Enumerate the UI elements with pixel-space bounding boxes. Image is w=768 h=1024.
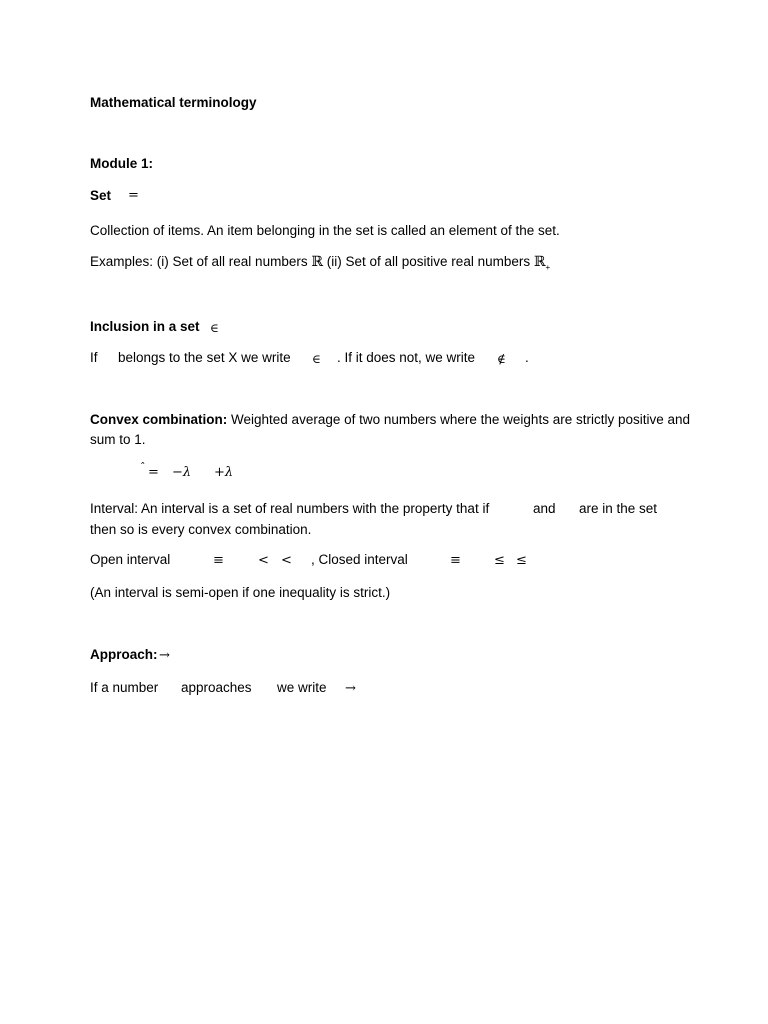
document-title: Mathematical terminology — [90, 95, 257, 110]
interval-definition-and: and — [533, 501, 556, 516]
approach-heading: Approach: — [90, 647, 158, 662]
inclusion-if: If — [90, 350, 98, 365]
approach-sentence-start: If a number — [90, 680, 159, 695]
set-equals-symbol: = — [128, 188, 139, 203]
convex-definition: Weighted average of two numbers where the weights are strictly positive and sum to 1. — [90, 412, 691, 447]
open-interval-label: Open interval — [90, 552, 171, 567]
approach-sentence-arrow: → — [345, 681, 356, 696]
convex-paragraph — [90, 410, 690, 450]
closed-interval-equiv: ≡ — [450, 553, 461, 568]
formula-minus-lambda: −λ — [172, 465, 192, 480]
interval-definition-line2: then so is every convex combination. — [90, 522, 312, 537]
positive-reals-symbol: ℝ — [533, 254, 546, 270]
reals-symbol: ℝ — [311, 254, 323, 270]
set-definition: Collection of items. An item belonging in the set is called an element of the set. — [90, 223, 560, 238]
positive-reals-subscript: + — [545, 263, 551, 272]
approach-arrow: → — [159, 648, 170, 663]
inclusion-belongs-text: belongs to the set X we write — [118, 350, 291, 365]
open-interval-equiv: ≡ — [213, 553, 224, 568]
formula-hat: ˆ — [140, 461, 146, 474]
convex-heading: Convex combination: — [90, 412, 228, 427]
formula-plus-lambda: +λ — [214, 465, 234, 480]
set-examples — [90, 254, 550, 272]
inclusion-not-text: . If it does not, we write — [337, 350, 476, 365]
open-interval-lt-1: < — [258, 553, 269, 568]
semi-open-note: (An interval is semi-open if one inequality is strict.) — [90, 585, 391, 600]
examples-mid: (ii) Set of all positive real numbers — [326, 254, 531, 269]
in-symbol: ∈ — [312, 352, 321, 366]
inclusion-heading-symbol: ∈ — [210, 321, 219, 335]
approach-sentence-write: we write — [277, 680, 327, 695]
inclusion-heading: Inclusion in a set — [90, 319, 200, 334]
set-term: Set — [90, 188, 112, 203]
closed-interval-le-2: ≤ — [516, 553, 527, 568]
examples-prefix: Examples: (i) Set of all real numbers — [90, 254, 308, 269]
closed-interval-label: , Closed interval — [311, 552, 408, 567]
inclusion-period: . — [525, 350, 529, 365]
notin-symbol: ∉ — [497, 352, 506, 366]
closed-interval-le-1: ≤ — [494, 553, 505, 568]
open-interval-lt-2: < — [281, 553, 292, 568]
approach-sentence-approaches: approaches — [181, 680, 252, 695]
formula-equals: = — [148, 465, 159, 480]
interval-definition-start: Interval: An interval is a set of real numbers with the property that if — [90, 501, 490, 516]
interval-definition-end: are in the set — [579, 501, 658, 516]
module-heading: Module 1: — [90, 156, 153, 171]
